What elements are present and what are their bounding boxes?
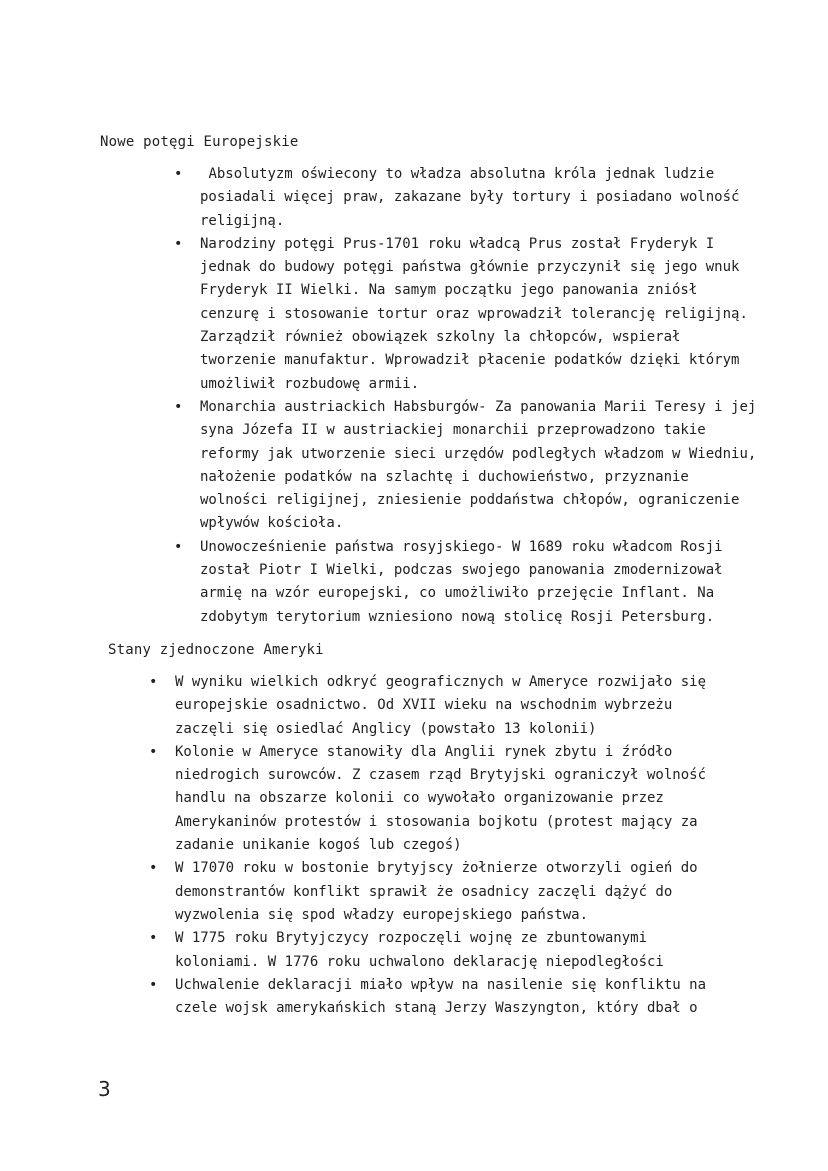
bullet-icon: • xyxy=(174,538,183,555)
list-item xyxy=(174,536,760,629)
list-item xyxy=(149,927,730,974)
bullet-icon: • xyxy=(149,930,158,947)
list-item-text: W 1775 roku Brytyjczycy rozpoczęli wojnę ze zbuntowanymi koloniami. W 1776 roku uchwalono deklarację niepodległości xyxy=(175,930,664,970)
bullet-icon: • xyxy=(174,398,183,415)
list-item xyxy=(149,741,730,857)
bullet-list-nowe-potegi xyxy=(174,163,760,629)
section-heading-stany-zjednoczone: Stany zjednoczone Ameryki xyxy=(108,642,324,658)
list-item-text: W wyniku wielkich odkryć geograficznych w Ameryce rozwijało się europejskie osadnictwo. Od XVII wieku na wschodnim wybrzeżu zaczęli się osiedlać Anglicy (powstało 13 kolonii) xyxy=(175,674,707,737)
list-item xyxy=(149,974,730,1021)
bullet-icon: • xyxy=(149,743,158,760)
list-item xyxy=(149,671,730,741)
list-item-text: Absolutyzm oświecony to władza absolutna króla jednak ludzie posiadali więcej praw, zakazane były tortury i posiadano wolność religijną. xyxy=(200,166,748,229)
list-item xyxy=(174,233,760,396)
list-item-text: Narodziny potęgi Prus-1701 roku władcą Prus został Fryderyk I jednak do budowy potęgi państwa głównie przyczynił się jego wnuk Fryderyk II Wielki. Na samym początku jego panowania zniósł cenzurę i stosowanie tortur oraz wprowadził tolerancję religijną. Zarządził również obowiązek szkolny la chłopców, wspierał tworzenie manufaktur. Wprowadził płacenie podatków dzięki którym umożliwił rozbudowę armii. xyxy=(200,235,748,392)
page-number: 3 xyxy=(98,1077,111,1101)
list-item xyxy=(174,396,760,536)
list-item xyxy=(174,163,760,233)
bullet-icon: • xyxy=(149,976,158,993)
bullet-icon: • xyxy=(174,235,183,252)
list-item-text: Monarchia austriackich Habsburgów- Za panowania Marii Teresy i jej syna Józefa II w austriackiej monarchii przeprowadzono takie reformy jak utworzenie sieci urzędów podległych władzom w Wiedniu, nałożenie podatków na szlachtę i duchowieństwo, przyznanie wolności religijnej, zniesienie poddaństwa chłopów, ograniczenie wpływów kościoła. xyxy=(200,398,757,532)
list-item-text: Kolonie w Ameryce stanowiły dla Anglii rynek zbytu i źródło niedrogich surowców. Z czasem rząd Brytyjski ograniczył wolność handlu na obszarze kolonii co wywołało organizowanie przez Amerykaninów protestów i stosowania bojkotu (protest mający za zadanie unikanie kogoś lub czegoś) xyxy=(175,743,707,854)
bullet-icon: • xyxy=(149,860,158,877)
list-item xyxy=(149,857,730,927)
bullet-icon: • xyxy=(149,674,158,690)
section-heading-nowe-potegi: Nowe potęgi Europejskie xyxy=(100,134,299,150)
list-item-text: Uchwalenie deklaracji miało wpływ na nasilenie się konfliktu na czele wojsk amerykańskich staną Jerzy Waszyngton, który dbał o xyxy=(175,976,707,1017)
bullet-icon: • xyxy=(174,166,183,182)
list-item-text: Unowocześnienie państwa rosyjskiego- W 1689 roku władcom Rosji został Piotr I Wielki, podczas swojego panowania zmodernizował armię na wzór europejski, co umożliwiło przejęcie Inflant. Na zdobytym terytorium wzniesiono nową stolicę Rosji Petersburg. xyxy=(200,538,723,625)
bullet-list-stany-zjednoczone xyxy=(149,671,730,1020)
list-item-text: W 17070 roku w bostonie brytyjscy żołnierze otworzyli ogień do demonstrantów konflikt sprawił że osadnicy zaczęli dążyć do wyzwolenia się spod władzy europejskiego państwa. xyxy=(175,860,698,923)
